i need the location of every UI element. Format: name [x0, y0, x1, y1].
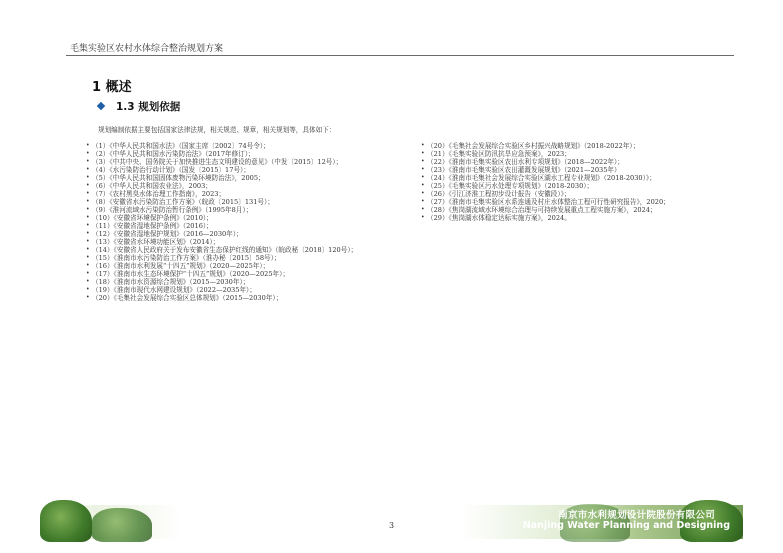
reference-item: • （4）《水污染防治行动计划》（国发〔2015〕17号）；: [86, 166, 408, 174]
section-heading-text: 1.3 规划依据: [116, 101, 181, 113]
reference-item: • （18）《淮南市水资源综合规划》（2015—2030年）；: [86, 278, 408, 286]
reference-item: • （19）《淮南市现代水网建设规划》（2022—2035年）；: [86, 286, 408, 294]
company-name-en: Nanjing Water Planning and Designing: [522, 520, 730, 531]
reference-item: • （20）《毛集社会发展综合实验区乡村振兴战略规划》（2018-2022年）；: [421, 142, 703, 150]
header-divider: [66, 55, 734, 56]
reference-item: • （5）《中华人民共和国固体废物污染环境防治法》，2005；: [86, 174, 408, 182]
company-name-cn: 南京市水利规划设计院股份有限公司: [558, 510, 715, 521]
reference-item: • （1）《中华人民共和国水法》（国家主席〔2002〕74号令）；: [86, 142, 408, 150]
reference-item: • （27）《淮南市毛集实验区水系连通及村庄水体整治工程可行性研究报告》，2020；: [421, 198, 703, 206]
reference-item: • （25）《毛集实验区污水处理专项规划》（2018-2030）；: [421, 182, 703, 190]
reference-item: • （22）《淮南市毛集实验区农田水利专项规划》（2018—2022年）；: [421, 158, 703, 166]
diamond-bullet-icon: [97, 102, 105, 110]
reference-item: • （10）《安徽省环境保护条例》（2010）；: [86, 214, 408, 222]
section-heading: [98, 99, 180, 114]
reference-item: • （6）《中华人民共和国农业法》，2003；: [86, 182, 408, 190]
reference-item: • （2）《中华人民共和国水污染防治法》（2017年修订）；: [86, 150, 408, 158]
intro-paragraph: 规划编制依据主要包括国家法律法规，相关规范、规章，相关规划等，具体如下：: [98, 126, 336, 134]
reference-item: • （17）《淮南市水生态环境保护“十四五”规划》（2020—2025年）；: [86, 270, 408, 278]
reference-item: • （12）《安徽省湿地保护规划》（2016—2030年）；: [86, 230, 408, 238]
reference-item: • （24）《淮南市毛集社会发展综合实验区湖水工程专业规划》（2018-2030）》；: [421, 174, 703, 182]
reference-list-left: [86, 142, 408, 302]
reference-item: • （3）《中共中央、国务院关于加快推进生态文明建设的意见》（中发〔2015〕12号）；: [86, 158, 408, 166]
reference-item: • （21）《毛集实验区防汛抗旱应急预案》，2023；: [421, 150, 703, 158]
reference-list-right: [421, 142, 703, 222]
reference-item: • （13）《安徽省水环境功能区划》（2014）；: [86, 238, 408, 246]
reference-item: • （9）《淮河流域水污染防治暂行条例》（1995年8月）；: [86, 206, 408, 214]
reference-item: • （11）《安徽省湿地保护条例》（2016）；: [86, 222, 408, 230]
chapter-heading: 1 概述: [92, 80, 132, 95]
reference-item: • （16）《淮南市水利发展“十四五”规划》（2020—2025年）；: [86, 262, 408, 270]
reference-item: • （23）《淮南市毛集实验区农田灌溉发展规划》（2021—2035年）: [421, 166, 703, 174]
reference-item: • （20）《毛集社会发展综合实验区总体规划》（2015—2030年）；: [86, 294, 408, 302]
reference-item: • （28）《焦岗湖流域水环境综合治理与可持续发展重点工程实施方案》，2024；: [421, 206, 703, 214]
page-number: 3: [388, 521, 395, 530]
document-header-title: 毛集实验区农村水体综合整治规划方案: [70, 44, 224, 54]
reference-item: • （15）《淮南市水污染防治工作方案》（淮办秘〔2015〕58号）；: [86, 254, 408, 262]
reference-item: • （14）《安徽省人民政府关于发布安徽省生态保护红线的通知》（皖政秘〔2018〕120号）；: [86, 246, 408, 254]
reference-item: • （7）《农村黑臭水体治理工作指南》，2023；: [86, 190, 408, 198]
reference-item: • （8）《安徽省水污染防治工作方案》（皖政〔2015〕131号）；: [86, 198, 408, 206]
reference-item: • （29）《焦岗湖水体稳定达标实施方案》，2024。: [421, 214, 703, 222]
reference-item: • （26）《引江济淮工程初步设计报告（安徽段）》；: [421, 190, 703, 198]
